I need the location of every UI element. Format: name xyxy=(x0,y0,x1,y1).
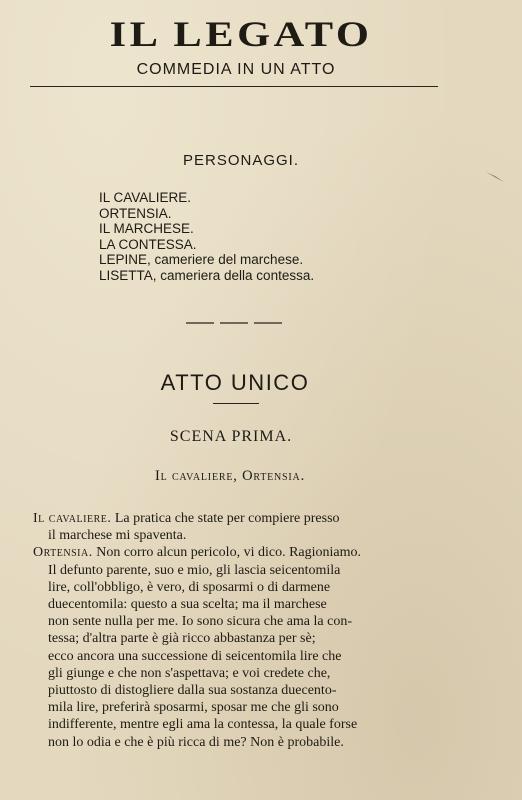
scene-characters: Il cavaliere, Ortensia. xyxy=(154,468,305,484)
dialogue-line: piuttosto di distogliere dalla sua sostanza duecento- xyxy=(48,683,337,699)
characters-list xyxy=(99,190,314,284)
dialogue-line: tessa; d'altra parte è già ricco abbastanza per sè; xyxy=(48,631,316,647)
play-subtitle: COMMEDIA IN UN ATTO xyxy=(136,61,336,78)
dialogue-line: ecco ancora una successione di seicentomila lire che xyxy=(48,648,342,664)
dialogue-text xyxy=(33,510,433,751)
ink-mark xyxy=(484,170,506,184)
character-item: LISETTA, cameriera della contessa. xyxy=(99,267,315,283)
character-item: LA CONTESSA. xyxy=(99,236,197,252)
dialogue-line: gli giunge e che non s'aspettava; e voi credete che, xyxy=(48,665,331,681)
dialogue-line xyxy=(33,544,433,561)
dialogue-line: indifferente, mentre egli ama la contessa, la quale forse xyxy=(48,717,358,733)
dialogue-line: non lo odia e che è più ricca di me? Non è probabile. xyxy=(48,734,344,750)
character-item: IL MARCHESE. xyxy=(99,221,194,237)
dialogue-line: non sente nulla per me. Io sono sicura che ama la con- xyxy=(48,614,353,630)
character-item: IL CAVALIERE. xyxy=(99,190,192,205)
act-title: ATTO UNICO xyxy=(160,370,310,395)
dialogue-line: mila lire, preferirà sposarmi, sposar me che gli sono xyxy=(48,700,339,716)
dialogue-line xyxy=(33,510,433,527)
speech-text: La pratica che state per compiere presso xyxy=(114,511,340,526)
scene-title: SCENA PRIMA. xyxy=(169,428,293,445)
speaker-name: Ortensia. xyxy=(33,545,93,561)
speech-text: Non corro alcun pericolo, vi dico. Ragioniamo. xyxy=(96,545,361,561)
characters-heading: PERSONAGGI. xyxy=(182,152,300,169)
title-rule xyxy=(30,86,438,87)
act-rule xyxy=(213,403,259,404)
play-title: IL LEGATO xyxy=(109,14,373,54)
character-item: ORTENSIA. xyxy=(99,205,172,221)
ornament-divider xyxy=(186,320,282,326)
speaker-name: Il cavaliere. xyxy=(33,511,112,526)
character-item: LEPINE, cameriere del marchese. xyxy=(99,252,304,268)
dialogue-line: lire, coll'obbligo, è vero, di sposarmi o di darmene xyxy=(48,579,331,595)
dialogue-line: il marchese mi spaventa. xyxy=(48,528,187,544)
dialogue-line: Il defunto parente, suo e mio, gli lascia seicentomila xyxy=(48,562,341,578)
dialogue-line: duecentomila: questo a sua scelta; ma il marchese xyxy=(48,597,327,613)
